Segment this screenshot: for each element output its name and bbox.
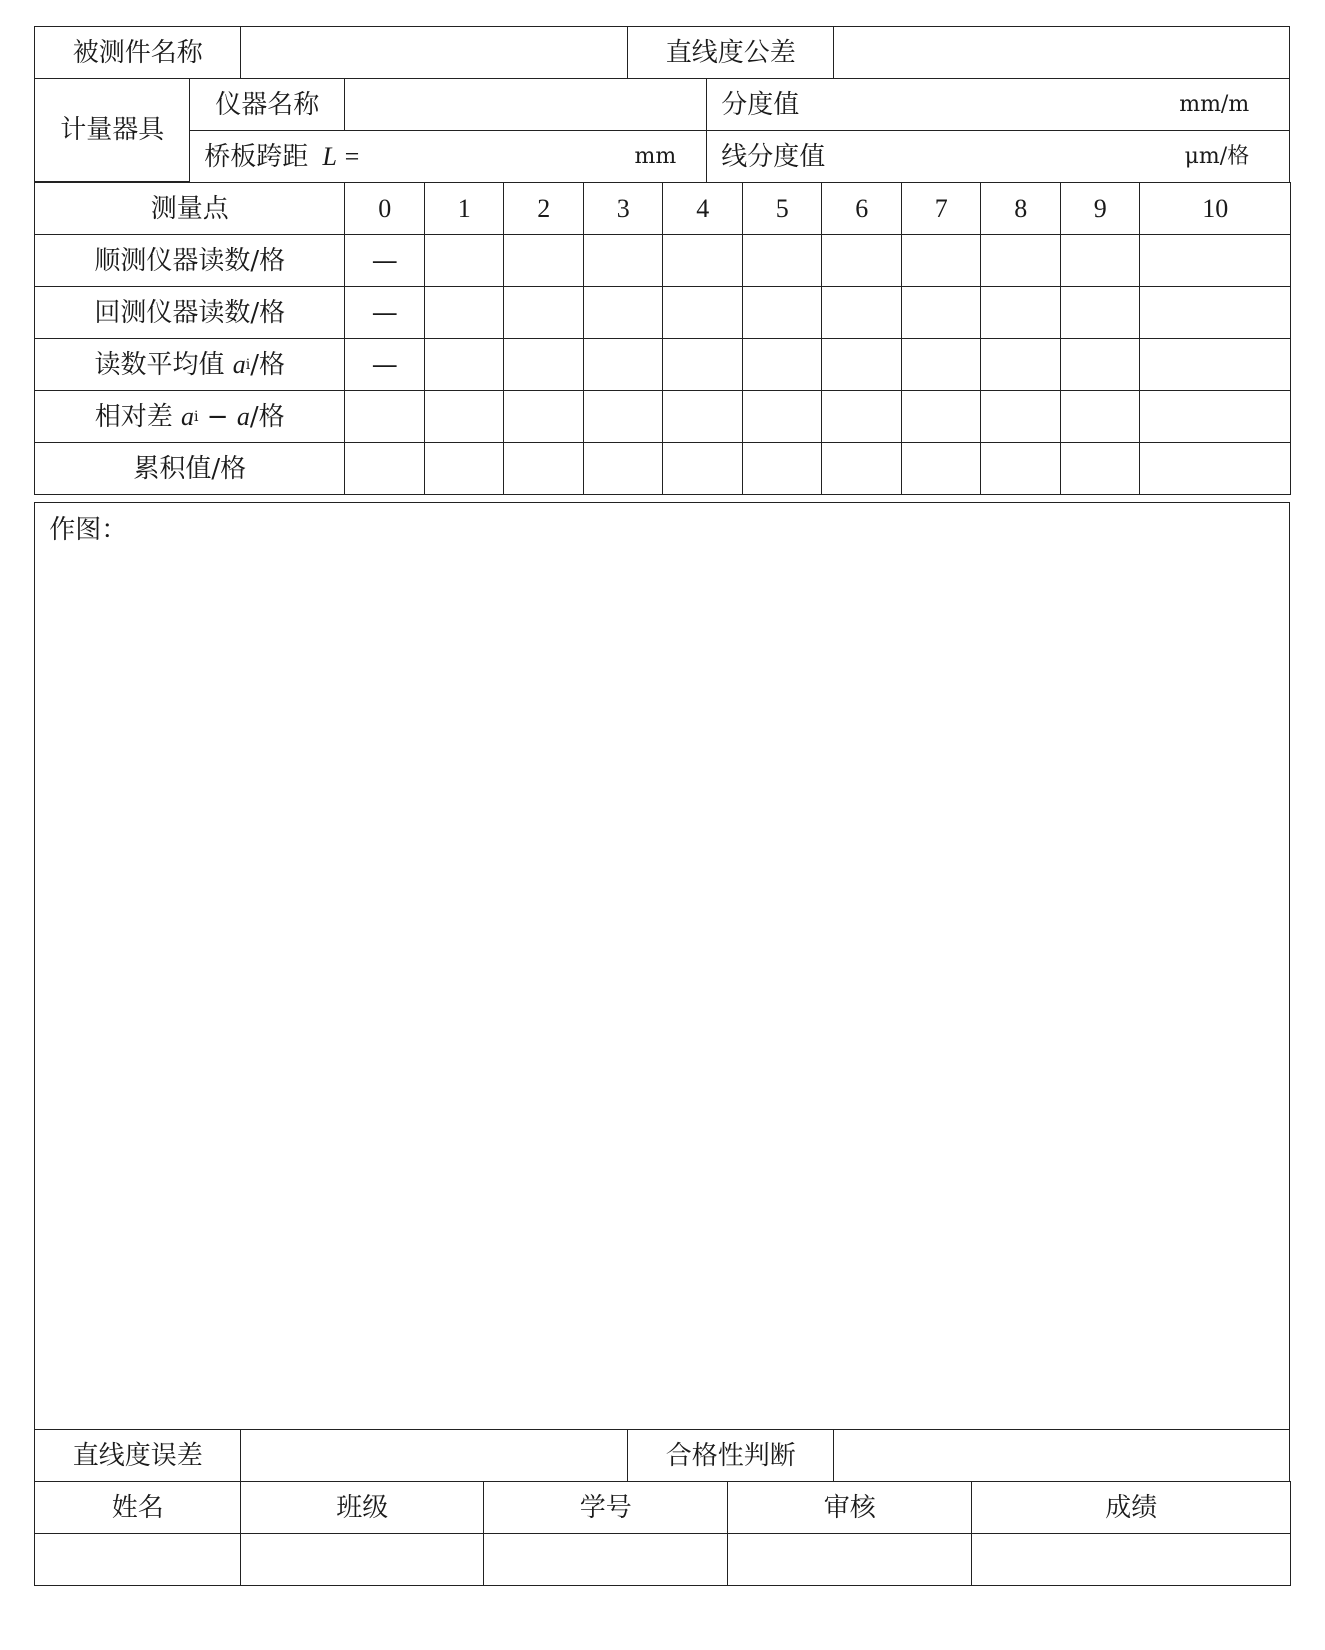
- measure-cell[interactable]: [901, 286, 981, 339]
- footer-column-field[interactable]: [971, 1533, 1291, 1586]
- measure-row-label: [34, 390, 345, 443]
- measure-cell[interactable]: [821, 234, 902, 287]
- scale-value-cell[interactable]: [706, 78, 1290, 131]
- measure-cell[interactable]: [901, 442, 981, 495]
- footer-column-header: 班级: [240, 1481, 484, 1534]
- tolerance-label: 直线度公差: [627, 26, 834, 79]
- linear-scale-cell[interactable]: [706, 130, 1290, 183]
- footer-column-header: 成绩: [971, 1481, 1291, 1534]
- measure-point-header: 10: [1139, 182, 1291, 235]
- footer-column-header: 审核: [727, 1481, 972, 1534]
- measure-cell[interactable]: [742, 286, 822, 339]
- measure-row-label: 顺测仪器读数/格: [34, 234, 345, 287]
- plot-area-label: 作图：: [49, 515, 128, 546]
- measure-row-label-part: /格: [250, 349, 285, 380]
- measure-cell[interactable]: [344, 442, 425, 495]
- measure-cell[interactable]: [503, 234, 584, 287]
- bridge-span-label: 桥板跨距: [204, 141, 309, 172]
- measure-cell[interactable]: [344, 390, 425, 443]
- measure-point-header: 8: [980, 182, 1061, 235]
- measure-point-header: 0: [344, 182, 425, 235]
- measure-cell[interactable]: [662, 442, 743, 495]
- measure-cell[interactable]: —: [344, 338, 425, 391]
- footer-column-field[interactable]: [34, 1533, 241, 1586]
- measure-cell[interactable]: [503, 286, 584, 339]
- measure-cell[interactable]: [424, 234, 504, 287]
- measure-cell[interactable]: [583, 286, 663, 339]
- part-name-field[interactable]: [240, 26, 628, 79]
- measure-cell[interactable]: [503, 390, 584, 443]
- bridge-span-symbol: L =: [322, 141, 361, 171]
- measure-cell[interactable]: [662, 286, 743, 339]
- tolerance-field[interactable]: [833, 26, 1290, 79]
- measure-cell[interactable]: [662, 338, 743, 391]
- measure-cell[interactable]: [1060, 390, 1140, 443]
- measure-cell[interactable]: [742, 338, 822, 391]
- bridge-span-cell[interactable]: [189, 130, 707, 183]
- footer-column-field[interactable]: [727, 1533, 972, 1586]
- measure-row-label-part: a: [181, 401, 195, 431]
- measure-row-label: 回测仪器读数/格: [34, 286, 345, 339]
- straightness-error-label: 直线度误差: [34, 1429, 241, 1482]
- measure-cell[interactable]: [1139, 234, 1291, 287]
- measure-cell[interactable]: —: [344, 234, 425, 287]
- measure-point-header: 6: [821, 182, 902, 235]
- scale-value-unit: mm/m: [1179, 91, 1250, 117]
- measure-row-label-part: i: [245, 356, 251, 373]
- measure-row-label-part: 读数平均值: [94, 349, 233, 380]
- measure-cell[interactable]: [424, 338, 504, 391]
- plot-area[interactable]: [34, 502, 1290, 1430]
- measure-cell[interactable]: [424, 390, 504, 443]
- instrument-name-label: 仪器名称: [189, 78, 345, 131]
- measure-cell[interactable]: [821, 338, 902, 391]
- instrument-group-label: 计量器具: [34, 78, 190, 182]
- judgement-label: 合格性判断: [627, 1429, 834, 1482]
- measure-cell[interactable]: [1139, 442, 1291, 495]
- footer-column-field[interactable]: [240, 1533, 484, 1586]
- measure-cell[interactable]: [662, 390, 743, 443]
- measure-point-header: 4: [662, 182, 743, 235]
- measure-cell[interactable]: [742, 234, 822, 287]
- measure-cell[interactable]: [821, 442, 902, 495]
- measure-point-header: 3: [583, 182, 663, 235]
- measure-row-label-part: a: [236, 401, 250, 431]
- measure-cell[interactable]: [583, 338, 663, 391]
- measure-cell[interactable]: [503, 442, 584, 495]
- part-name-label: 被测件名称: [34, 26, 241, 79]
- measure-cell[interactable]: —: [344, 286, 425, 339]
- measure-cell[interactable]: [1139, 286, 1291, 339]
- measure-cell[interactable]: [980, 338, 1061, 391]
- measure-cell[interactable]: [821, 390, 902, 443]
- measure-cell[interactable]: [742, 442, 822, 495]
- measure-row-label-part: a: [232, 349, 246, 379]
- measure-row-label: 累积值/格: [34, 442, 345, 495]
- scale-value-label: 分度值: [721, 89, 800, 120]
- measure-cell[interactable]: [503, 338, 584, 391]
- measure-cell[interactable]: [583, 442, 663, 495]
- measure-cell[interactable]: [1060, 234, 1140, 287]
- measure-cell[interactable]: [1060, 442, 1140, 495]
- linear-scale-label: 线分度值: [721, 141, 826, 172]
- judgement-field[interactable]: [833, 1429, 1290, 1482]
- measure-cell[interactable]: [424, 442, 504, 495]
- measure-row-label-part: 相对差: [94, 401, 182, 432]
- measure-point-header: 9: [1060, 182, 1140, 235]
- measure-cell[interactable]: [821, 286, 902, 339]
- measure-point-label: 测量点: [34, 182, 345, 235]
- measure-cell[interactable]: [980, 442, 1061, 495]
- measure-row-label-part: −: [198, 401, 237, 432]
- footer-column-header: 学号: [483, 1481, 728, 1534]
- bridge-span-unit: mm: [634, 143, 677, 169]
- linear-scale-unit: μm/格: [1184, 143, 1250, 169]
- measure-cell[interactable]: [980, 286, 1061, 339]
- measure-cell[interactable]: [662, 234, 743, 287]
- measure-cell[interactable]: [1139, 390, 1291, 443]
- measure-cell[interactable]: [980, 390, 1061, 443]
- measure-cell[interactable]: [901, 390, 981, 443]
- measure-point-header: 2: [503, 182, 584, 235]
- measure-row-label-part: i: [194, 408, 199, 425]
- measure-cell[interactable]: [1060, 286, 1140, 339]
- measure-cell[interactable]: [901, 338, 981, 391]
- instrument-name-field[interactable]: [344, 78, 707, 131]
- measure-cell[interactable]: [1060, 338, 1140, 391]
- measure-cell[interactable]: [583, 234, 663, 287]
- measure-cell[interactable]: [742, 390, 822, 443]
- footer-column-header: 姓名: [34, 1481, 241, 1534]
- measure-cell[interactable]: [583, 390, 663, 443]
- measure-row-label: [34, 338, 345, 391]
- measure-point-header: 7: [901, 182, 981, 235]
- measure-cell[interactable]: [1139, 338, 1291, 391]
- measure-point-header: 1: [424, 182, 504, 235]
- measure-cell[interactable]: [424, 286, 504, 339]
- measure-cell[interactable]: [901, 234, 981, 287]
- measure-point-header: 5: [742, 182, 822, 235]
- measure-cell[interactable]: [980, 234, 1061, 287]
- bridge-span-text: [204, 141, 361, 172]
- straightness-error-field[interactable]: [240, 1429, 628, 1482]
- measurement-record-form: [35, 27, 1291, 1635]
- footer-column-field[interactable]: [483, 1533, 728, 1586]
- measure-row-label-part: /格: [249, 401, 285, 432]
